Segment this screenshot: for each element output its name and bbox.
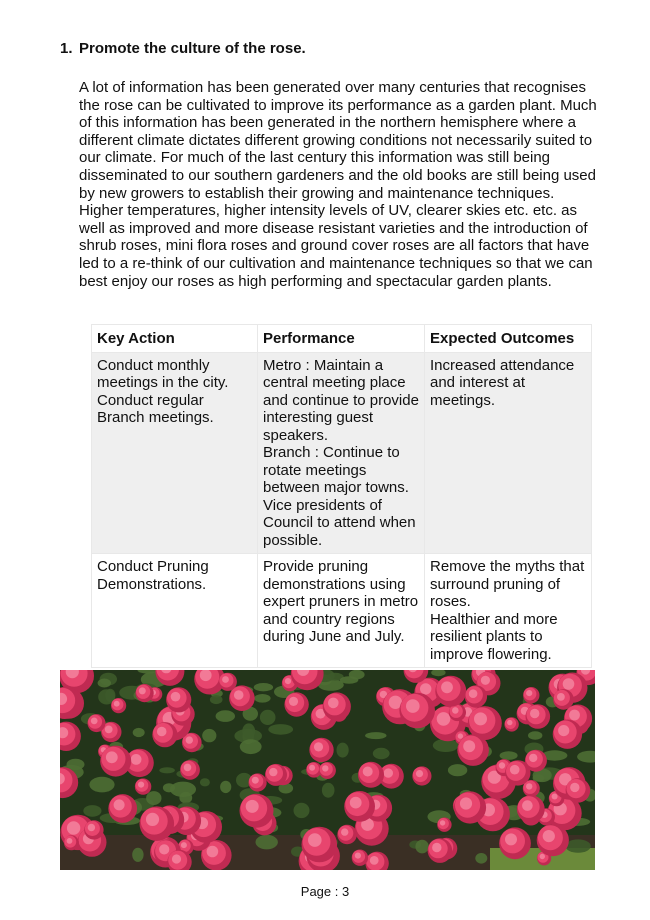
action-table (91, 324, 592, 668)
performance-cell (258, 554, 425, 668)
table-header-row (92, 325, 592, 353)
key-action-cell (92, 554, 258, 668)
pink-rose-bush-photo (60, 670, 595, 870)
cell-text: Healthier and more resilient plants to improve flowering. (430, 610, 558, 663)
performance-cell (258, 352, 425, 554)
section-heading (60, 40, 306, 58)
header-expected-outcomes: Expected Outcomes (425, 325, 592, 353)
cell-text: Conduct Pruning Demonstrations. (97, 558, 209, 593)
cell-text: Remove the myths that surround pruning of roses. (430, 558, 585, 610)
cell-text: Vice presidents of Council to attend when possible. (263, 496, 416, 549)
table-row (92, 352, 592, 554)
outcomes-cell (425, 554, 592, 668)
table-row (92, 554, 592, 668)
cell-text: Metro : Maintain a central meeting place and continue to provide interesting guest speakers. (263, 356, 419, 444)
cell-text: Increased attendance and interest at meetings. (430, 356, 575, 409)
header-key-action: Key Action (92, 325, 258, 353)
cell-text: Branch : Continue to rotate meetings between major towns. (263, 444, 409, 496)
key-action-cell (92, 352, 258, 554)
page-number: Page : 3 (300, 884, 350, 899)
section-number: 1. (60, 40, 73, 57)
header-performance: Performance (258, 325, 425, 353)
outcomes-cell (425, 352, 592, 554)
cell-text: Conduct monthly meetings in the city. (97, 356, 229, 391)
section-title: Promote the culture of the rose. (79, 40, 306, 57)
rose-bush-illustration (60, 670, 595, 870)
cell-text: Conduct regular Branch meetings. (97, 391, 214, 426)
intro-paragraph: A lot of information has been generated over many centuries that recognises the rose can be cultivated to improve its performance as a garden plant. Much of this information has been generated in the northern hemisphere where a different climate dictates different growing conditions not necessarily suited to our climate. For much of the last century this information was still being disseminated to our southern gardeners and the old books are still being used by new growers to establish their growing and maintenance techniques. Higher temperatures, higher intensity levels of UV, clearer skies etc. etc. as well as improved and more disease resistant varieties and the introduction of shrub roses, mini flora roses and ground cover roses are all factors that have led to a re-think of our cultivation and maintenance techniques so that we can best enjoy our roses as high performing and spectacular garden plants. (79, 79, 597, 290)
cell-text: Provide pruning demonstrations using expert pruners in metro and country regions during June and July. (263, 558, 419, 645)
